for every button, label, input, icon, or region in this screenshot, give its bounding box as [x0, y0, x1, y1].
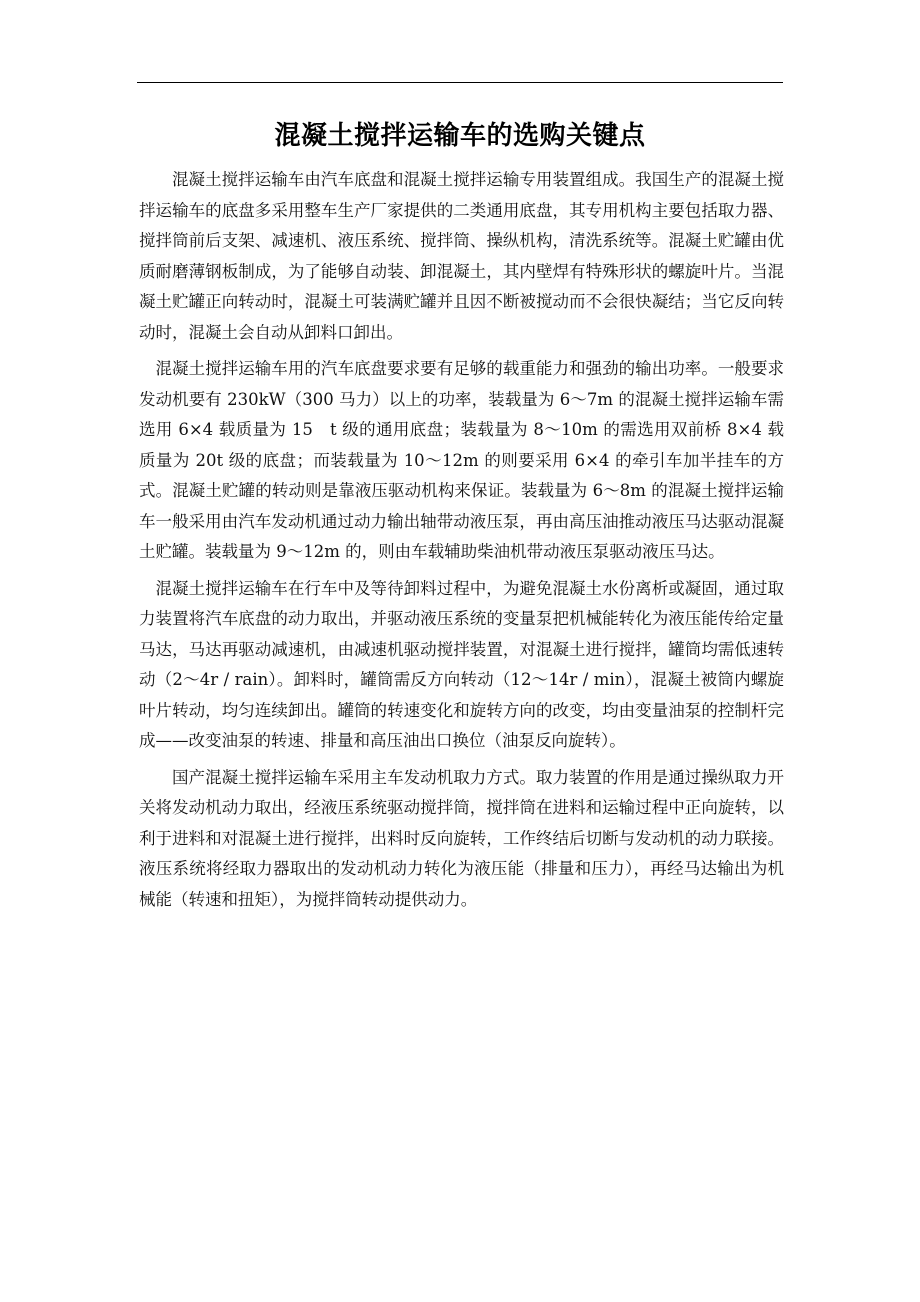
paragraph-2: 混凝土搅拌运输车用的汽车底盘要求要有足够的载重能力和强劲的输出功率。一般要求发动机要有 230kW（300 马力）以上的功率，装载量为 6～7m 的混凝土搅拌运输车需选用 6×4 载质量为 15 t 级的通用底盘；装载量为 8～10m 的需选用双前桥 8×4 载质量为 20t 级的底盘；而装载量为 10～12m 的则要采用 6×4 的牵引车加半挂车的方式。混凝土贮罐的转动则是靠液压驱动机构来保证。装载量为 6～8m 的混凝土搅拌运输车一般采用由汽车发动机通过动力输出轴带动液压泵，再由高压油推动液压马达驱动混凝土贮罐。装载量为 9～12m 的，则由车载辅助柴油机带动液压泵驱动液压马达。 [139, 359, 784, 561]
paragraph-4: 国产混凝土搅拌运输车采用主车发动机取力方式。取力装置的作用是通过操纵取力开关将发动机动力取出，经液压系统驱动搅拌筒，搅拌筒在进料和运输过程中正向旋转，以利于进料和对混凝土进行搅拌，出料时反向旋转，工作终结后切断与发动机的动力联接。液压系统将经取力器取出的发动机动力转化为液压能（排量和压力），再经马达输出为机械能（转速和扭矩），为搅拌筒转动提供动力。 [139, 767, 784, 909]
document-body [139, 165, 784, 921]
paragraph-3: 混凝土搅拌运输车在行车中及等待卸料过程中，为避免混凝土水份离析或凝固，通过取力装置将汽车底盘的动力取出，并驱动液压系统的变量泵把机械能转化为液压能传给定量马达，马达再驱动减速机，由减速机驱动搅拌装置，对混凝土进行搅拌，罐筒均需低速转动（2～4r / rain）。卸料时，罐筒需反方向转动（12～14r / min），混凝土被筒内螺旋叶片转动，均匀连续卸出。罐筒的转速变化和旋转方向的改变，均由变量油泵的控制杆完成——改变油泵的转速、排量和高压油出口换位（油泵反向旋转）。 [139, 578, 784, 750]
document-title: 混凝土搅拌运输车的选购关键点 [274, 121, 646, 151]
paragraph-1: 混凝土搅拌运输车由汽车底盘和混凝土搅拌运输专用装置组成。我国生产的混凝土搅拌运输车的底盘多采用整车生产厂家提供的二类通用底盘，其专用机构主要包括取力器、搅拌筒前后支架、减速机、液压系统、搅拌筒、操纵机构，清洗系统等。混凝土贮罐由优质耐磨薄钢板制成，为了能够自动装、卸混凝土，其内壁焊有特殊形状的螺旋叶片。当混凝土贮罐正向转动时，混凝土可装满贮罐并且因不断被搅动而不会很快凝结；当它反向转动时，混凝土会自动从卸料口卸出。 [139, 170, 784, 342]
header-rule [137, 82, 783, 83]
